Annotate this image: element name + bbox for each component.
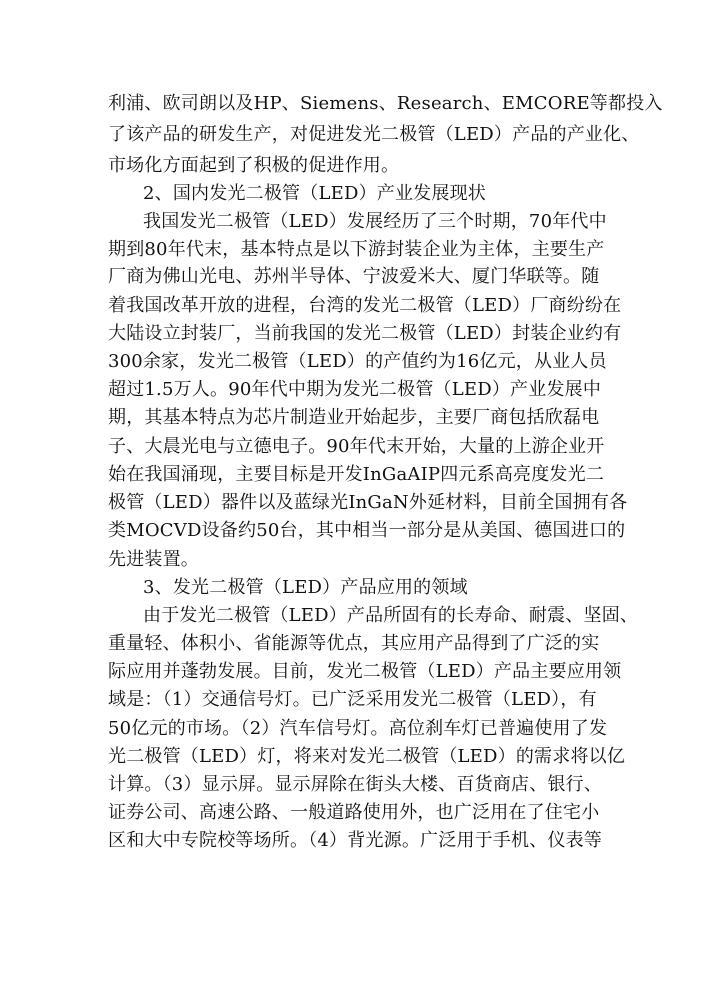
text-line: 类MOCVD设备约50台，其中相当一部分是从美国、德国进口的 [108,520,626,541]
text-line: 超过1.5万人。90年代中期为发光二极管（LED）产业发展中 [108,379,602,400]
text-line: 利浦、欧司朗以及HP、Siemens、Research、EMCORE等都投入 [108,93,663,114]
text-line: 300余家，发光二极管（LED）的产值约为16亿元，从业人员 [108,351,607,372]
section-heading: 3、发光二极管（LED）产品应用的领域 [143,577,468,598]
text-line: 市场化方面起到了积极的促进作用。 [108,155,400,176]
text-line: 重量轻、体积小、省能源等优点，其应用产品得到了广泛的实 [108,633,600,654]
text-line: 域是：（1）交通信号灯。已广泛采用发光二极管（LED），有 [108,689,597,710]
text-line: 我国发光二极管（LED）发展经历了三个时期，70年代中 [143,211,607,232]
text-line: 始在我国涌现，主要目标是开发InGaAIP四元系高亮度发光二 [108,464,605,485]
text-line: 区和大中专院校等场所。（4）背光源。广泛用于手机、仪表等 [108,830,603,851]
text-line: 由于发光二极管（LED）产品所固有的长寿命、耐震、坚固、 [143,605,639,626]
text-line: 子、大晨光电与立德电子。90年代末开始，大量的上游企业开 [108,436,605,457]
text-line: 了该产品的研发生产，对促进发光二极管（LED）产品的产业化、 [108,124,640,145]
text-line: 着我国改革开放的进程，台湾的发光二极管（LED）厂商纷纷在 [108,295,622,316]
text-line: 期，其基本特点为芯片制造业开始起步，主要厂商包括欣磊电 [108,407,600,428]
text-line: 极管（LED）器件以及蓝绿光InGaN外延材料，目前全国拥有各 [108,492,628,513]
text-line: 计算。（3）显示屏。显示屏除在街头大楼、百货商店、银行、 [108,774,603,795]
text-line: 际应用并蓬勃发展。目前，发光二极管（LED）产品主要应用领 [108,661,622,682]
text-line: 光二极管（LED）灯，将来对发光二极管（LED）的需求将以亿 [108,746,626,767]
text-line: 大陆设立封装厂，当前我国的发光二极管（LED）封装企业约有 [108,323,622,344]
text-line: 证券公司、高速公路、一般道路使用外，也广泛用在了住宅小 [108,802,600,823]
section-heading: 2、国内发光二极管（LED）产业发展现状 [143,183,486,204]
text-line: 50亿元的市场。（2）汽车信号灯。高位刹车灯已普遍使用了发 [108,718,608,739]
text-line: 厂商为佛山光电、苏州半导体、宁波爱米大、厦门华联等。随 [108,266,600,287]
text-line: 期到80年代末，基本特点是以下游封装企业为主体，主要生产 [108,239,605,260]
text-line: 先进装置。 [108,549,199,570]
